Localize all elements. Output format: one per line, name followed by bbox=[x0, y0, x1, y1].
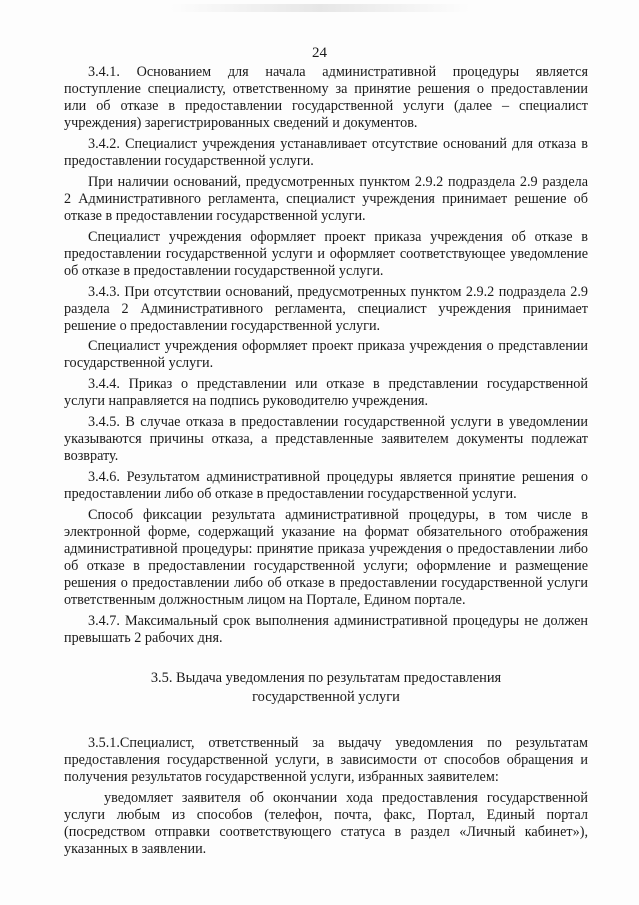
paragraph-refusal-grounds: При наличии оснований, предусмотренных пунктом 2.9.2 подраздела 2.9 раздела 2 Административного регламента, специалист учреждения принимает решение об отказе в предоставлении государственной услуги. bbox=[64, 173, 588, 224]
paragraph-3-4-3: 3.4.3. При отсутствии оснований, предусмотренных пунктом 2.9.2 подраздела 2.9 раздела 2 Административного регламента, специалист учреждения принимает решение о предоставлении государственной услуги. bbox=[64, 283, 588, 334]
paragraph-3-4-4: 3.4.4. Приказ о представлении или отказе в представлении государственной услуги направляется на подпись руководителю учреждения. bbox=[64, 376, 588, 410]
section-heading-line-2: государственной услуги bbox=[252, 688, 400, 705]
section-heading-line-1: 3.5. Выдача уведомления по результатам предоставления bbox=[150, 669, 502, 686]
page-number: 24 bbox=[312, 45, 327, 61]
paragraph-refusal-draft: Специалист учреждения оформляет проект приказа учреждения об отказе в предоставлении государственной услуги и оформляет соответствующее уведомление об отказе в предоставлении государственной услуги. bbox=[64, 228, 588, 279]
paragraph-3-5-1: 3.5.1.Специалист, ответственный за выдачу уведомления по результатам предоставления государственной услуги, в зависимости от способов обращения и получения результатов государственной услуги, избранных заявителем: bbox=[64, 734, 588, 786]
paragraph-3-4-2: 3.4.2. Специалист учреждения устанавливает отсутствие оснований для отказа в предоставлении государственной услуги. bbox=[64, 135, 588, 170]
paragraph-notify-applicant: уведомляет заявителя об окончании хода предоставления государственной услуги любым из способов (телефон, почта, факс, Портал, Единый портал (посредством отправки соответствующего статуса в раздел «Личный кабинет»), указанных в заявлении. bbox=[64, 789, 588, 858]
section-3-5-body bbox=[64, 735, 588, 858]
paragraph-provision-draft: Специалист учреждения оформляет проект приказа учреждения о представлении государственной услуги. bbox=[64, 338, 588, 372]
paragraph-3-4-5: 3.4.5. В случае отказа в предоставлении государственной услуги в уведомлении указываются причины отказа, а представленные заявителем документы подлежат возврату. bbox=[64, 413, 588, 465]
paragraph-recording-method: Способ фиксации результата административной процедуры, в том числе в электронной форме, содержащий указание на формат обязательного отображения административной процедуры: принятие приказа учреждения о предоставлении либо об отказе в предоставлении государственной услуги; оформление и размещение решения о предоставлении либо об отказе в предоставлении государственной услуги ответственным должностным лицом на Портале, Едином портале. bbox=[64, 506, 588, 609]
section-heading-3-5 bbox=[64, 669, 588, 707]
paragraph-3-4-7: 3.4.7. Максимальный срок выполнения административной процедуры не должен превышать 2 рабочих дня. bbox=[64, 612, 588, 646]
scan-artifact bbox=[170, 4, 470, 12]
document-body bbox=[64, 64, 588, 862]
paragraph-3-4-6: 3.4.6. Результатом административной процедуры является принятие решения о предоставлении либо об отказе в предоставлении государственной услуги. bbox=[64, 468, 588, 502]
paragraph-3-4-1: 3.4.1. Основанием для начала административной процедуры является поступление специалисту, ответственному за принятие решения о предоставлении или об отказе в предоставлении государственной услуги (далее – специалист учреждения) зарегистрированных сведений и документов. bbox=[64, 64, 588, 132]
